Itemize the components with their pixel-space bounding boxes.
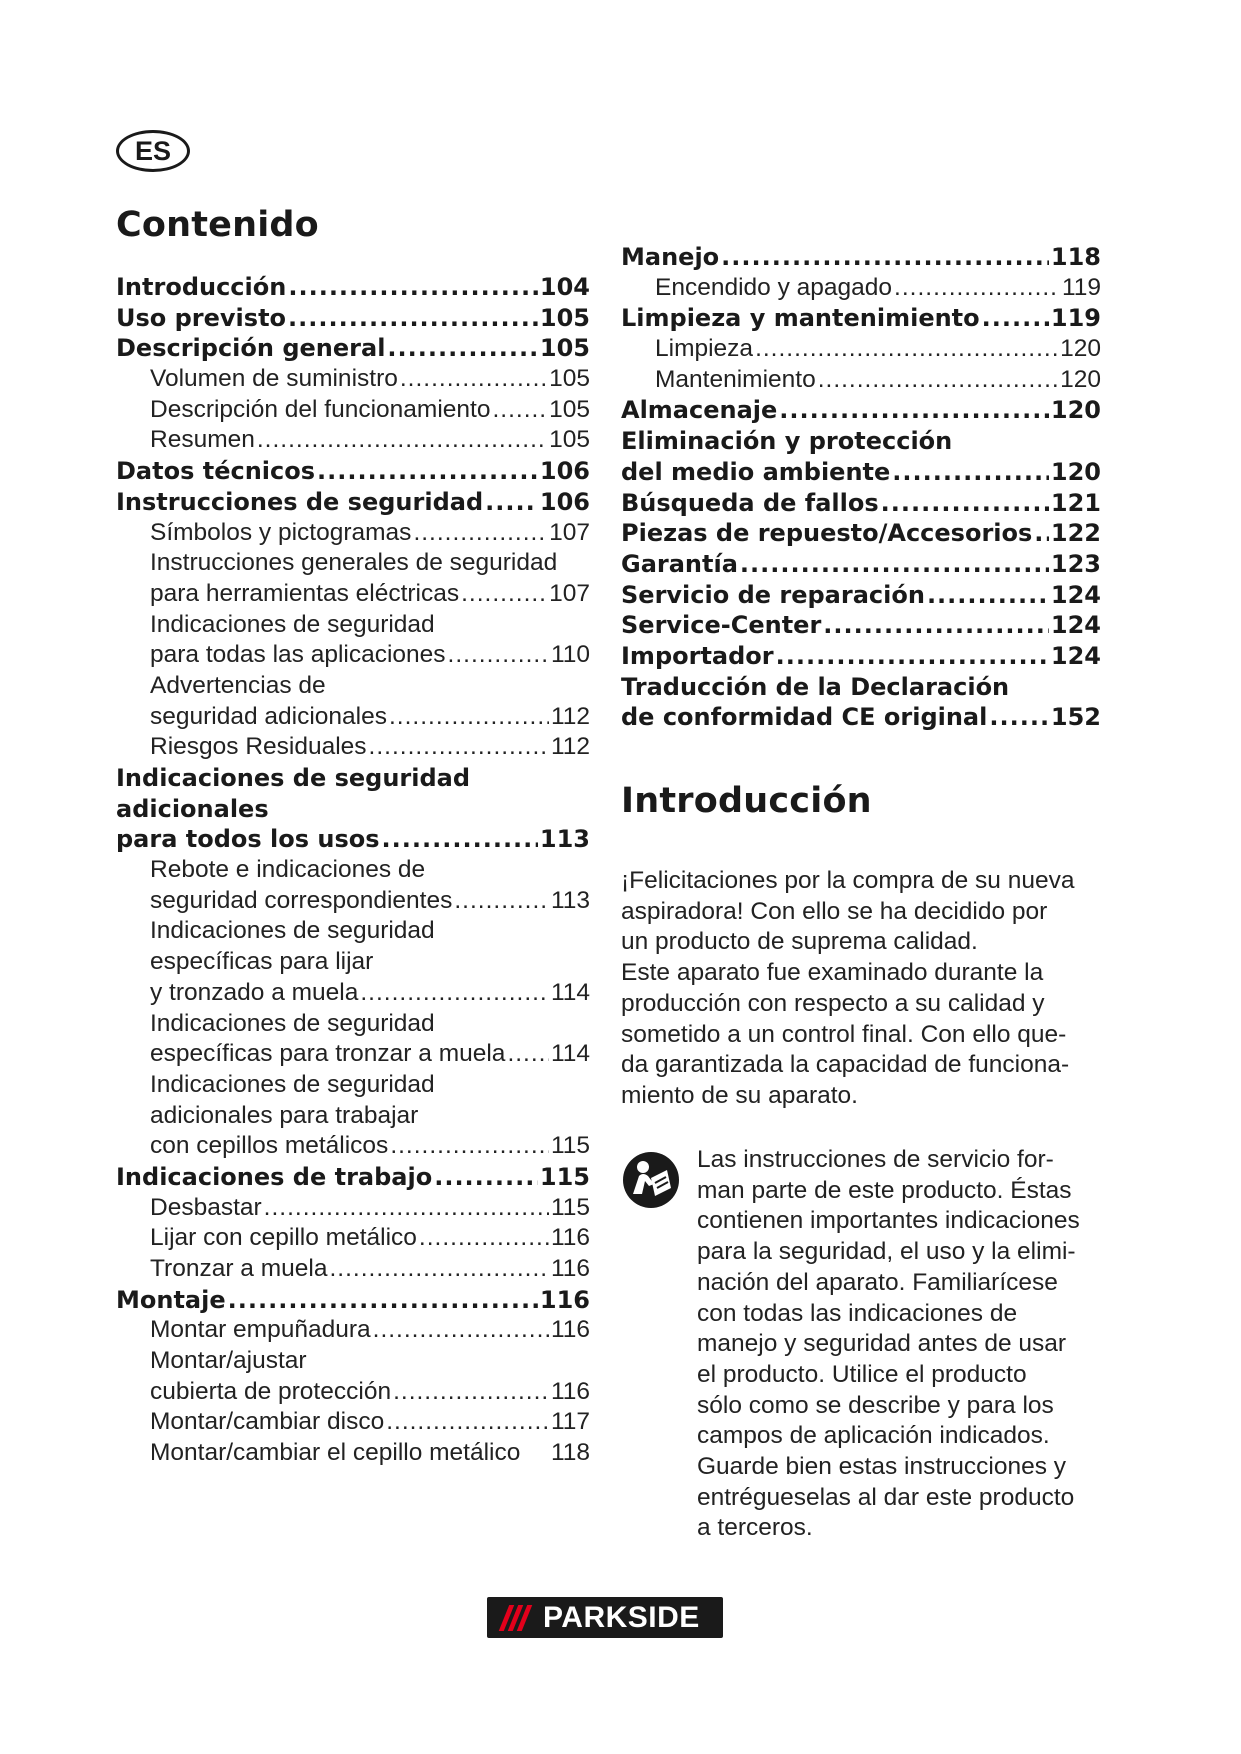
toc-entry-page: 110: [550, 641, 590, 669]
toc-entry: [116, 1163, 590, 1194]
toc-dot-leader: [1034, 519, 1049, 547]
toc-entry-page: 112: [550, 702, 590, 730]
toc-entry: [621, 581, 1101, 612]
toc-entry-page: 113: [539, 825, 590, 854]
toc-entry-page: 107: [549, 579, 590, 607]
toc-dot-leader: [721, 243, 1049, 271]
toc-entry: [621, 550, 1101, 581]
toc-entry: [116, 488, 590, 519]
toc-entry: [116, 1224, 590, 1255]
toc-entry-title: Limpieza: [655, 335, 754, 363]
read-manual-icon: [621, 1150, 681, 1210]
toc-entry: [116, 703, 590, 734]
toc-entry-title: Montar/cambiar el cepillo metálico: [150, 1439, 521, 1467]
toc-entry: [116, 641, 590, 672]
toc-entry-title: Traducción de la Declaración: [621, 672, 1010, 701]
toc-entry: [116, 795, 590, 826]
toc-entry: [621, 458, 1101, 489]
toc-entry: [116, 979, 590, 1010]
brand-name: PARKSIDE: [543, 1600, 700, 1634]
toc-entry-page: 119: [1050, 304, 1101, 333]
toc-entry: [116, 580, 590, 611]
toc-dot-leader: [228, 1286, 538, 1314]
toc-entry: [621, 519, 1101, 550]
toc-entry-page: 118: [1050, 243, 1101, 271]
toc-dot-leader: [982, 304, 1049, 332]
toc-entry: [621, 274, 1101, 305]
toc-entry-title: específicas para tronzar a muela: [150, 1040, 506, 1068]
toc-dot-leader: [288, 304, 538, 332]
toc-entry-title: del medio ambiente: [621, 457, 891, 486]
toc-entry-page: 120: [1050, 396, 1101, 425]
toc-dot-leader: [387, 334, 537, 362]
toc-entry-title: Símbolos y pictogramas: [150, 518, 412, 546]
toc-entry-page: 119: [1061, 273, 1101, 301]
toc-entry: [621, 243, 1101, 274]
toc-dot-leader: [818, 366, 1058, 394]
toc-entry: [116, 519, 590, 550]
toc-entry: [116, 1439, 590, 1470]
toc-entry-title: Volumen de suministro: [150, 365, 398, 393]
toc-entry-page: 116: [550, 1316, 590, 1344]
toc-dot-leader: [507, 1040, 549, 1068]
toc-entry-title: Riesgos Residuales: [150, 733, 367, 761]
toc-entry-title: Piezas de repuesto/Accesorios: [621, 519, 1033, 548]
toc-dot-leader: [448, 641, 549, 669]
toc-dot-leader: [894, 274, 1060, 302]
toc-entry: [116, 273, 590, 304]
toc-entry-page: 115: [550, 1193, 590, 1221]
toc-entry-page: 124: [1050, 580, 1101, 609]
toc-entry-title: específicas para lijar: [150, 948, 374, 976]
toc-entry-title: Almacenaje: [621, 396, 778, 425]
toc-entry-page: 152: [1050, 703, 1101, 732]
toc-entry-page: 120: [1050, 457, 1101, 486]
toc-dot-leader: [485, 488, 538, 516]
toc-entry: [621, 396, 1101, 427]
toc-entry: [116, 764, 590, 795]
toc-entry-page: 120: [1060, 365, 1101, 393]
toc-entry-title: cubierta de protección: [150, 1377, 392, 1405]
toc-entry-page: 116: [550, 1224, 590, 1252]
toc-entry: [116, 1286, 590, 1317]
toc-entry-title: Indicaciones de seguridad: [150, 1070, 435, 1098]
toc-title: Contenido: [116, 205, 319, 245]
toc-entry: [116, 733, 590, 764]
toc-entry-page: 124: [1050, 641, 1101, 670]
toc-dot-leader: [779, 396, 1049, 424]
toc-dot-leader: [434, 1163, 538, 1191]
toc-entry: [116, 672, 590, 703]
toc-entry-title: Introducción: [116, 273, 287, 301]
toc-dot-leader: [892, 458, 1049, 486]
toc-entry-title: Garantía: [621, 549, 738, 578]
toc-entry-title: Indicaciones de seguridad: [150, 917, 435, 945]
toc-entry-title: Eliminación y protección: [621, 427, 953, 456]
toc-entry: [116, 1378, 590, 1409]
toc-entry-title: Advertencias de: [150, 671, 326, 699]
toc-entry: [116, 1010, 590, 1041]
toc-left-column: [116, 273, 590, 1470]
toc-entry-title: Instrucciones de seguridad: [116, 487, 484, 516]
toc-entry: [116, 1347, 590, 1378]
toc-entry: [116, 887, 590, 918]
toc-dot-leader: [419, 1224, 549, 1252]
toc-entry-title: Desbastar: [150, 1193, 262, 1221]
toc-right-column: [621, 243, 1101, 734]
toc-entry-title: Instrucciones generales de seguridad: [150, 549, 558, 577]
toc-dot-leader: [288, 273, 538, 301]
toc-entry: [116, 1255, 590, 1286]
toc-entry-page: 123: [1050, 549, 1101, 578]
toc-dot-leader: [360, 979, 549, 1007]
toc-entry-title: Limpieza y mantenimiento: [621, 304, 980, 333]
toc-dot-leader: [329, 1255, 548, 1283]
parkside-logo: [487, 1597, 723, 1638]
toc-entry: [116, 457, 590, 488]
toc-entry-title: Montar/ajustar: [150, 1347, 307, 1375]
toc-entry: [621, 489, 1101, 520]
toc-entry-title: Rebote e indicaciones de: [150, 856, 426, 884]
toc-entry-page: 124: [1050, 611, 1101, 640]
toc-dot-leader: [400, 365, 547, 393]
toc-entry-title: Lijar con cepillo metálico: [150, 1224, 417, 1252]
toc-entry-page: 105: [549, 365, 590, 393]
toc-entry: [621, 703, 1101, 734]
toc-entry-page: 105: [549, 426, 590, 454]
toc-entry-title: seguridad adicionales: [150, 702, 387, 730]
toc-dot-leader: [390, 1132, 549, 1160]
toc-dot-leader: [461, 580, 547, 608]
toc-entry-page: 115: [539, 1162, 590, 1191]
toc-entry-title: y tronzado a muela: [150, 978, 359, 1006]
toc-entry-title: Servicio de reparación: [621, 580, 925, 609]
toc-dot-leader: [776, 642, 1049, 670]
toc-entry: [116, 1316, 590, 1347]
toc-dot-leader: [881, 489, 1049, 517]
toc-dot-leader: [755, 335, 1058, 363]
toc-entry-title: Montar/cambiar disco: [150, 1408, 385, 1436]
toc-entry: [116, 1132, 590, 1163]
toc-dot-leader: [389, 703, 549, 731]
toc-entry-page: 118: [550, 1439, 590, 1467]
toc-entry-page: 116: [550, 1377, 590, 1405]
toc-entry-page: 116: [539, 1285, 590, 1314]
toc-entry: [116, 365, 590, 396]
toc-entry: [116, 1102, 590, 1133]
toc-entry: [116, 549, 590, 580]
toc-entry-title: con cepillos metálicos: [150, 1132, 389, 1160]
toc-entry: [116, 1071, 590, 1102]
toc-dot-leader: [369, 733, 549, 761]
toc-entry-title: Indicaciones de trabajo: [116, 1162, 433, 1191]
toc-dot-leader: [454, 887, 549, 915]
toc-entry-title: Resumen: [150, 426, 255, 454]
toc-entry-title: adicionales para trabajar: [150, 1101, 419, 1129]
toc-entry-title: Importador: [621, 641, 774, 670]
toc-dot-leader: [386, 1408, 549, 1436]
toc-entry-page: 117: [550, 1408, 590, 1436]
toc-entry-title: de conformidad CE original: [621, 703, 988, 732]
toc-entry-title: seguridad correspondientes: [150, 886, 453, 914]
toc-entry: [116, 917, 590, 948]
intro-heading: Introducción: [621, 781, 872, 821]
toc-entry: [116, 426, 590, 457]
toc-entry-title: Tronzar a muela: [150, 1255, 328, 1282]
toc-dot-leader: [393, 1378, 549, 1406]
toc-dot-leader: [317, 457, 538, 485]
toc-entry: [621, 366, 1101, 397]
toc-entry-title: Manejo: [621, 243, 720, 271]
toc-entry-title: Uso previsto: [116, 303, 287, 332]
toc-entry: [116, 825, 590, 856]
toc-dot-leader: [264, 1194, 549, 1222]
toc-entry: [621, 427, 1101, 458]
toc-entry-title: Indicaciones de seguridad: [150, 1009, 435, 1037]
toc-entry-page: 114: [550, 978, 590, 1006]
toc-dot-leader: [927, 581, 1049, 609]
toc-entry: [621, 304, 1101, 335]
toc-entry-page: 120: [1060, 335, 1101, 363]
toc-entry: [116, 1408, 590, 1439]
toc-entry-title: Búsqueda de fallos: [621, 488, 879, 517]
language-badge: ES: [116, 130, 190, 172]
toc-entry-page: 122: [1050, 519, 1101, 548]
toc-entry-title: Montar empuñadura: [150, 1316, 371, 1344]
toc-entry: [621, 642, 1101, 673]
toc-entry: [621, 673, 1101, 704]
toc-entry-title: Descripción general: [116, 334, 386, 363]
toc-entry: [116, 1040, 590, 1071]
toc-entry-page: 114: [550, 1040, 590, 1068]
toc-entry-page: 121: [1050, 488, 1101, 517]
toc-entry-page: 112: [550, 733, 590, 761]
toc-entry-page: 105: [539, 303, 590, 332]
toc-entry-page: 115: [550, 1132, 590, 1160]
toc-entry-page: 105: [549, 395, 590, 423]
toc-dot-leader: [492, 396, 547, 424]
toc-entry-page: 106: [539, 487, 590, 516]
toc-entry-title: adicionales: [116, 794, 269, 823]
toc-entry-title: Encendido y apagado: [655, 273, 893, 301]
logo-stripes-icon: [487, 1597, 543, 1638]
toc-entry-page: 113: [550, 886, 590, 914]
toc-entry: [116, 396, 590, 427]
toc-entry-title: Mantenimiento: [655, 365, 816, 393]
toc-dot-leader: [373, 1316, 549, 1344]
toc-dot-leader: [382, 825, 538, 853]
toc-entry: [116, 334, 590, 365]
toc-entry: [116, 304, 590, 335]
toc-entry: [621, 611, 1101, 642]
toc-dot-leader: [989, 703, 1049, 731]
toc-entry: [116, 1194, 590, 1225]
toc-entry: [621, 335, 1101, 366]
toc-entry-title: Indicaciones de seguridad: [150, 610, 435, 638]
toc-entry-page: 104: [539, 273, 590, 301]
toc-entry-page: 107: [549, 518, 590, 546]
toc-entry-title: para herramientas eléctricas: [150, 579, 460, 607]
toc-entry-page: 106: [539, 457, 590, 486]
toc-entry-title: Montaje: [116, 1285, 226, 1314]
safety-note: Las instrucciones de servicio for- man parte de este producto. Éstas contienen importantes indicaciones para la seguridad, el uso y la elimi- nación del aparato. Familiarícese con todas las indicaciones de manejo y seguridad antes de usar el producto. Utilice el producto sólo como se describe y para los campos de aplicación indicados. Guarde bien estas instrucciones y entrégueselas al dar este producto a terceros.: [697, 1146, 1080, 1542]
toc-dot-leader: [257, 426, 547, 454]
toc-entry-title: Service-Center: [621, 611, 822, 640]
toc-entry-title: para todos los usos: [116, 825, 380, 854]
toc-entry-title: Datos técnicos: [116, 457, 316, 486]
toc-entry-page: 105: [539, 334, 590, 363]
toc-entry: [116, 948, 590, 979]
toc-dot-leader: [413, 519, 547, 547]
toc-entry-title: para todas las aplicaciones: [150, 641, 446, 669]
toc-entry-title: Descripción del funcionamiento: [150, 395, 491, 423]
toc-entry: [116, 611, 590, 642]
intro-paragraph: ¡Felicitaciones por la compra de su nueva aspiradora! Con ello se ha decidido por un producto de suprema calidad. Este aparato fue examinado durante la producción con respecto a su calidad y sometido a un control final. Con ello que- da garantizada la capacidad de funciona- miento de su aparato.: [621, 867, 1075, 1109]
toc-entry-page: 116: [550, 1255, 590, 1282]
toc-entry: [116, 856, 590, 887]
toc-dot-leader: [740, 550, 1049, 578]
toc-dot-leader: [823, 611, 1049, 639]
toc-entry-title: Indicaciones de seguridad: [116, 764, 471, 792]
